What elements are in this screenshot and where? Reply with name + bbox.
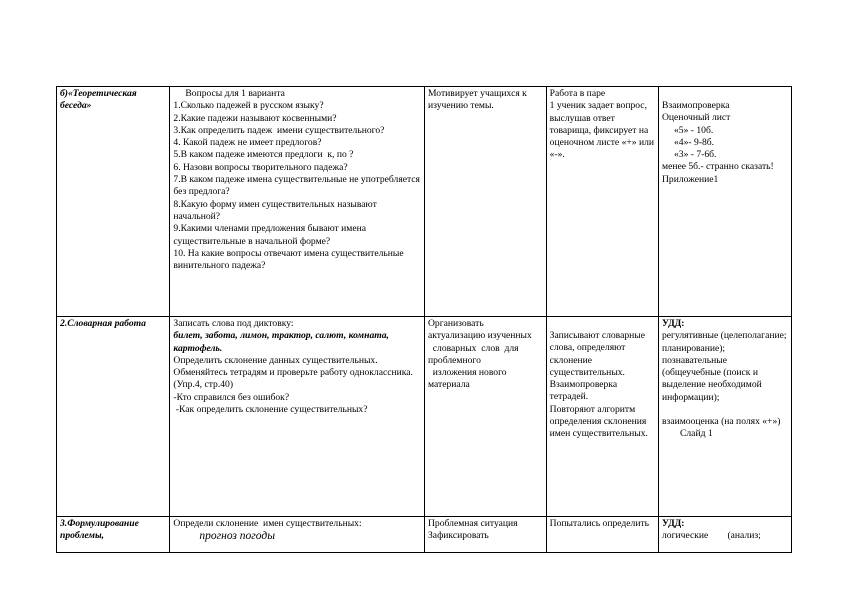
udd-line: регулятивные (целеполагание; планирование); bbox=[662, 330, 789, 354]
stage-title: 3.Формулирование проблемы, bbox=[60, 518, 142, 542]
stage-cell bbox=[57, 87, 170, 317]
teacher-cell bbox=[425, 517, 547, 553]
teacher-line: Проблемная ситуация bbox=[428, 518, 518, 529]
udd-line: Взаимопроверка bbox=[662, 100, 730, 111]
udd-heading: УДД: bbox=[662, 518, 685, 529]
content-line: -Как определить склонение существительных? bbox=[173, 404, 368, 416]
udd-heading: УДД: bbox=[662, 318, 685, 329]
udd-line: Слайд 1 bbox=[680, 428, 713, 440]
students-line: Повторяют алгоритм определения склонения имен существительных. bbox=[549, 403, 649, 440]
example-phrase: прогноз погоды bbox=[199, 530, 275, 543]
udd-cell bbox=[659, 517, 792, 553]
students-line: Попытались определить bbox=[549, 518, 650, 529]
content-line: 7.В каком падеже имена существительные не употребляется без предлога? bbox=[173, 174, 423, 198]
udd-line: познавательные (общеучебные (поиск и выделение необходимой информации); bbox=[662, 354, 765, 403]
students-line: Записывают словарные слова, определяют склонение существительных. Взаимопроверка тетрадей. bbox=[549, 330, 648, 403]
content-line: 2.Какие падежи называют косвенными? bbox=[173, 112, 337, 124]
students-line: 1 ученик задает вопрос, выслушав ответ товарища, фиксирует на оценочном листе «+» или «-». bbox=[549, 100, 657, 161]
teacher-line: Зафиксировать bbox=[428, 530, 489, 542]
students-line: Работа в паре bbox=[549, 88, 606, 99]
teacher-line: словарных слов для проблемного bbox=[428, 342, 521, 366]
content-line: Вопросы для 1 варианта bbox=[173, 88, 285, 99]
stage-cell bbox=[57, 517, 170, 553]
udd-line: «5» - 10б. bbox=[674, 124, 714, 136]
content-line: 5.В каком падеже имеются предлоги к, по ? bbox=[173, 149, 354, 161]
udd-cell bbox=[659, 317, 792, 517]
content-cell bbox=[170, 317, 425, 517]
students-cell bbox=[546, 87, 658, 317]
content-line: Обменяйтесь тетрадям и проверьте работу одноклассника. (Упр.4, стр.40) bbox=[173, 367, 416, 391]
content-line: 9.Какими членами предложения бывают имена существительные в начальной форме? bbox=[173, 223, 369, 247]
content-line: 10. На какие вопросы отвечают имена существительные винительного падежа? bbox=[173, 247, 407, 272]
content-line: 3.Как определить падеж имени существительного? bbox=[173, 124, 385, 136]
content-line: 4. Какой падеж не имеет предлогов? bbox=[173, 137, 322, 149]
content-cell bbox=[170, 87, 425, 317]
table-row bbox=[57, 517, 792, 553]
stage-cell bbox=[57, 317, 170, 517]
teacher-line: изложения нового материала bbox=[428, 367, 509, 391]
content-line: 6. Назови вопросы творительного падежа? bbox=[173, 161, 348, 173]
students-cell bbox=[546, 517, 658, 553]
udd-cell bbox=[659, 87, 792, 317]
stage-title: 2.Словарная работа bbox=[60, 318, 146, 329]
content-cell bbox=[170, 517, 425, 553]
teacher-cell bbox=[425, 317, 547, 517]
content-line: 8.Какую форму имен существительных называют начальной? bbox=[173, 198, 380, 222]
content-line: Записать слова под диктовку: bbox=[173, 318, 294, 329]
udd-line: «3» - 7-6б. bbox=[674, 149, 717, 161]
content-line: 1.Сколько падежей в русском языку? bbox=[173, 100, 324, 112]
content-line: Определи склонение имен существительных: bbox=[173, 518, 362, 529]
teacher-line: Организовать актуализацию изученных bbox=[428, 318, 532, 342]
dictation-words: билет, забота, лимон, трактор, салют, комната, картофель. bbox=[173, 330, 392, 354]
students-cell bbox=[546, 317, 658, 517]
udd-line: взаимооценка (на полях «+») bbox=[662, 416, 781, 428]
content-line: Определить склонение данных существительных. bbox=[173, 354, 378, 366]
udd-line: менее 5б.- странно сказать! bbox=[662, 161, 774, 173]
stage-title: б)«Теоретическая беседа» bbox=[60, 88, 140, 112]
table-row bbox=[57, 87, 792, 317]
teacher-line: Мотивирует учащихся к изучению темы. bbox=[428, 88, 530, 112]
teacher-cell bbox=[425, 87, 547, 317]
udd-line: Приложение1 bbox=[662, 173, 719, 185]
content-line: -Кто справился без ошибок? bbox=[173, 391, 290, 403]
udd-line: логические (анализ; bbox=[662, 530, 761, 542]
udd-line: «4»- 9-8б. bbox=[674, 136, 715, 148]
table-row bbox=[57, 317, 792, 517]
lesson-plan-table bbox=[56, 86, 792, 553]
udd-line: Оценочный лист bbox=[662, 112, 731, 124]
